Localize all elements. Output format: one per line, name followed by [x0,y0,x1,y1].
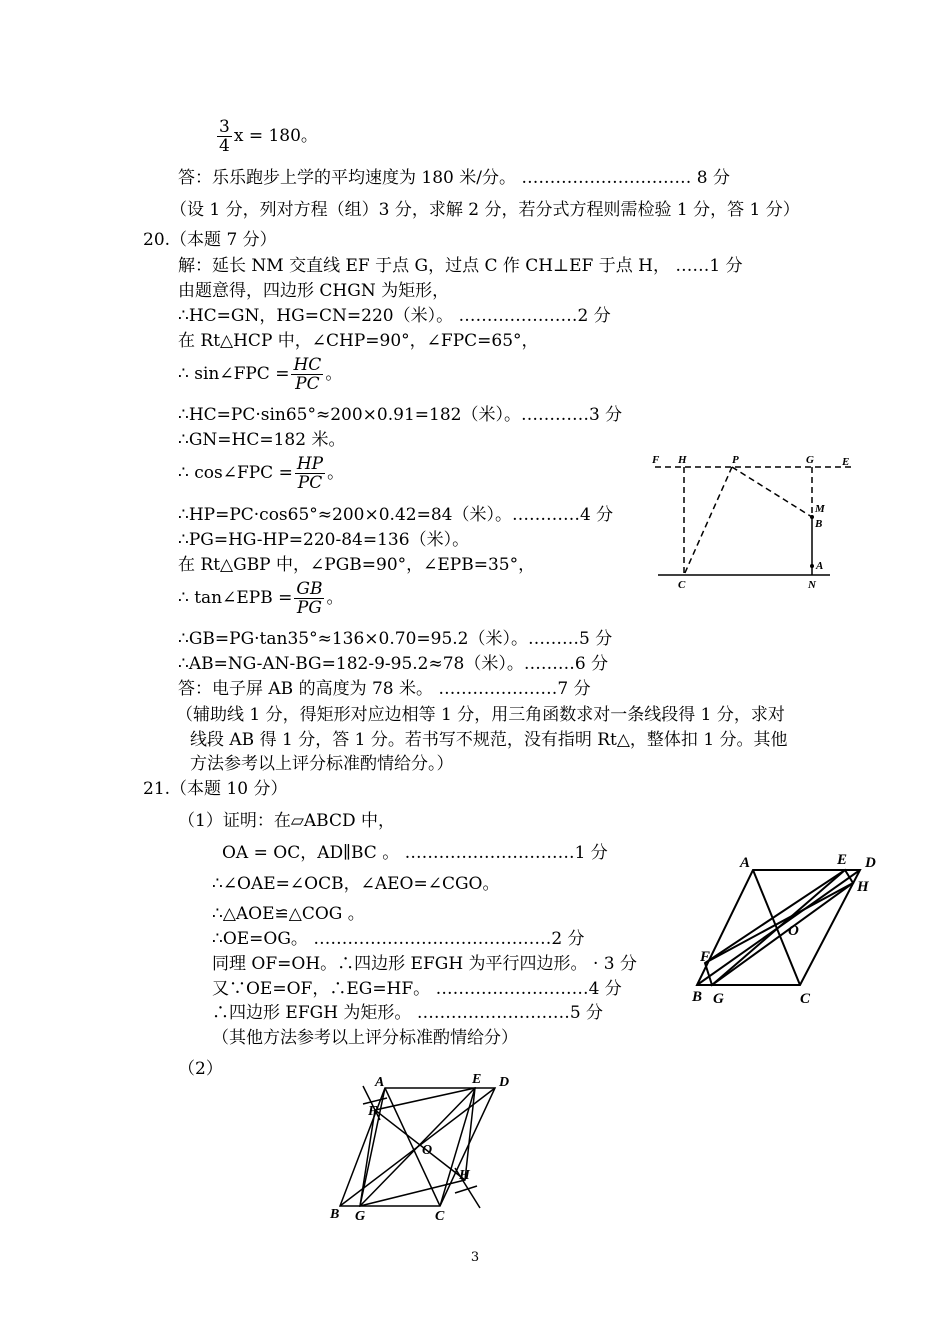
q20-tan-equation: ∴ tan∠EPB = $\frac{GB}{PG}$ 。 [178,579,344,618]
label-F: F [368,1104,378,1119]
label-F: F [700,949,711,965]
label-G: G [806,454,814,466]
q20-line-6: ∴HC=PC·sin65°≈200×0.91=182（米）。…………3 分 [178,405,623,425]
label-C: C [678,579,686,591]
q20-note-2: 线段 AB 得 1 分，答 1 分。若书写不规范，没有指明 Rt△，整体扣 1 分。其他 [190,730,788,750]
answer-19: 答：乐乐跑步上学的平均速度为 180 米/分。 ………………………… 8 分 [178,168,731,188]
q21-line-10: （2） [178,1059,223,1079]
label-O: O [788,923,799,939]
q20-line-13: ∴GB=PG·tan35°≈136×0.70=95.2（米）。………5 分 [178,629,613,649]
label-A: A [816,560,824,572]
label-B: B [815,518,823,530]
label-H: H [459,1168,470,1183]
label-P: P [732,454,739,466]
label-N: N [808,579,816,591]
q20-line-9: ∴HP=PC·cos65°≈200×0.42=84（米）。…………4 分 [178,505,614,525]
q20-note-3: 方法参考以上评分标准酌情给分。） [190,754,454,774]
label-E: E [842,456,850,468]
q20-line-3: ∴HC=GN，HG=CN=220（米）。 …………………2 分 [178,306,611,326]
label-M: M [815,503,825,515]
label-G: G [713,991,724,1007]
q21-line-3: ∴∠OAE=∠OCB，∠AEO=∠CGO。 [212,874,500,894]
label-B: B [692,989,703,1005]
note-19: （设 1 分，列对方程（组）3 分，求解 2 分，若分式方程则需检验 1 分，答 1 分） [170,200,800,220]
label-E: E [837,852,848,868]
figure-q21-1 [685,845,885,1010]
q21-line-8: ∴四边形 EFGH 为矩形。 ………………………5 分 [212,1003,604,1023]
fraction-equation: $\frac{3}{4}$ x = 180。 [219,117,318,156]
q21-line-7: 又∵OE=OF，∴EG=HF。 ………………………4 分 [212,979,622,999]
page-number: 3 [470,1250,480,1265]
label-H: H [678,454,687,466]
q20-line-1: 解：延长 NM 交直线 EF 于点 G，过点 C 作 CH⊥EF 于点 H， ……1 分 [178,256,743,276]
question-21-title: 21.（本题 10 分） [143,779,288,799]
label-C: C [800,991,811,1007]
q20-note-1: （辅助线 1 分，得矩形对应边相等 1 分，用三角函数求对一条线段得 1 分，求对 [176,705,785,725]
q20-line-4: 在 Rt△HCP 中，∠CHP=90°，∠FPC=65°， [178,331,539,351]
label-A: A [740,855,751,871]
label-G: G [355,1209,366,1224]
q20-line-14: ∴AB=NG-AN-BG=182-9-95.2≈78（米）。………6 分 [178,654,609,674]
question-20-title: 20.（本题 7 分） [143,230,277,250]
q21-line-9: （其他方法参考以上评分标准酌情给分） [212,1028,518,1048]
figure-q21-2 [325,1068,525,1228]
label-C: C [435,1209,445,1224]
q21-line-2: OA = OC，AD∥BC 。 …………………………1 分 [222,843,608,863]
q21-line-4: ∴△AOE≌△COG 。 [212,904,365,924]
label-D: D [499,1075,510,1090]
q20-line-10: ∴PG=HG-HP=220-84=136（米）。 [178,530,470,550]
label-D: D [865,855,876,871]
q20-line-7: ∴GN=HC=182 米。 [178,430,346,450]
q21-line-1: （1）证明：在▱ABCD 中， [178,811,396,831]
label-E: E [472,1072,482,1087]
label-B: B [330,1207,340,1222]
label-H: H [857,879,869,895]
label-A: A [375,1075,385,1090]
label-F: F [652,454,660,466]
q21-line-5: ∴OE=OG。 ……………………………………2 分 [212,929,585,949]
fraction: $\frac{3}{4}$ [219,117,230,156]
q20-cos-equation: ∴ cos∠FPC = $\frac{HP}{PC}$ 。 [178,454,345,493]
q21-line-6: 同理 OF=OH。∴四边形 EFGH 为平行四边形。 · 3 分 [212,954,637,974]
q20-line-11: 在 Rt△GBP 中，∠PGB=90°，∠EPB=35°， [178,555,536,575]
figure-q20 [640,445,870,595]
label-O: O [422,1143,433,1158]
q20-sin-equation: ∴ sin∠FPC = $\frac{HC}{PC}$ 。 [178,355,343,394]
q20-line-2: 由题意得，四边形 CHGN 为矩形， [178,281,450,301]
q20-answer: 答：电子屏 AB 的高度为 78 米。 …………………7 分 [178,679,591,699]
